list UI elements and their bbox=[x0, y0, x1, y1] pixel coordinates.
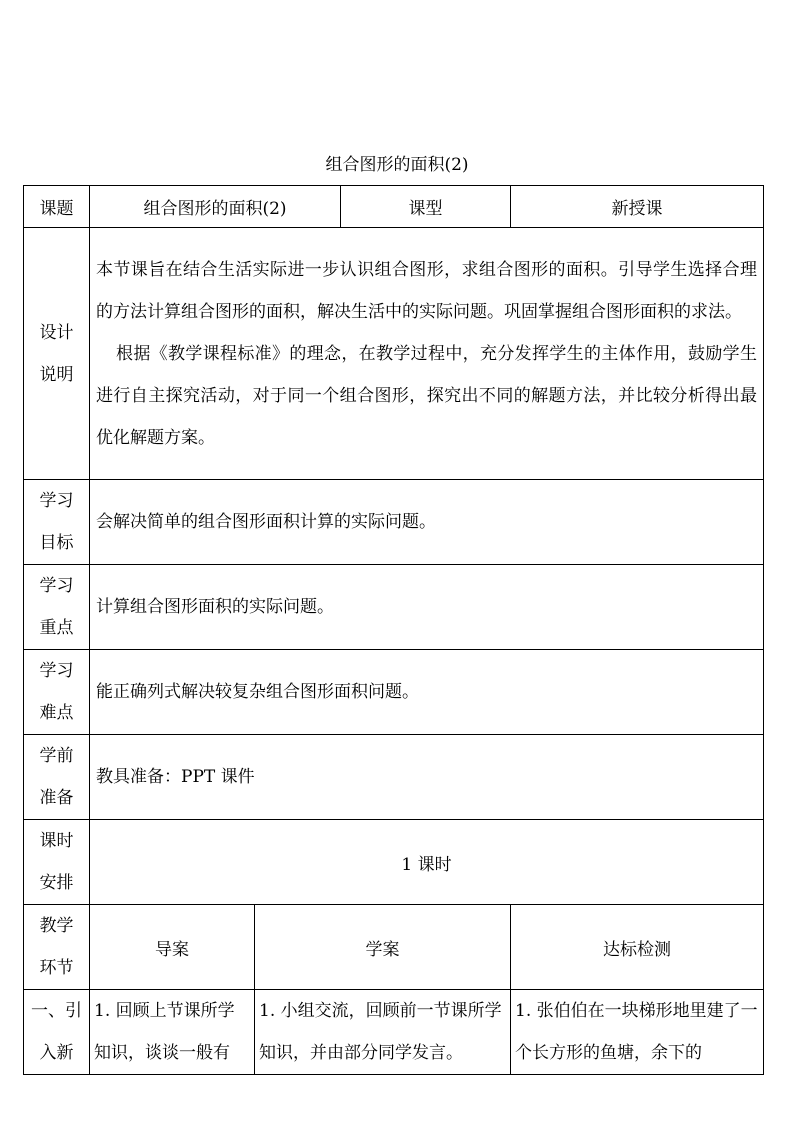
goal-row bbox=[24, 480, 764, 565]
goal-label bbox=[24, 480, 90, 565]
difficulty-label bbox=[24, 650, 90, 735]
prep-label-line1: 学前 bbox=[39, 746, 74, 766]
design-label bbox=[24, 228, 90, 480]
first-stage-label-line2: 入新 bbox=[39, 1043, 74, 1063]
prep-row bbox=[24, 735, 764, 820]
focus-label-line2: 重点 bbox=[39, 618, 74, 638]
first-study-text: 1. 小组交流，回顾前一节课所学知识，并由部分同学发言。 bbox=[255, 990, 511, 1075]
type-label-text: 课型 bbox=[408, 199, 443, 219]
type-value: 新授课 bbox=[511, 186, 764, 228]
goal-label-line1: 学习 bbox=[39, 491, 74, 511]
check-header: 达标检测 bbox=[511, 905, 764, 990]
prep-text: 教具准备：PPT 课件 bbox=[90, 735, 764, 820]
focus-label-line1: 学习 bbox=[39, 576, 74, 596]
goal-text: 会解决简单的组合图形面积计算的实际问题。 bbox=[90, 480, 764, 565]
lesson-plan-table bbox=[23, 185, 764, 1075]
process-label bbox=[24, 905, 90, 990]
guide-header: 导案 bbox=[90, 905, 255, 990]
topic-label: 课题 bbox=[24, 186, 90, 228]
first-stage-label bbox=[24, 990, 90, 1075]
schedule-row bbox=[24, 820, 764, 905]
focus-text: 计算组合图形面积的实际问题。 bbox=[90, 565, 764, 650]
first-guide-text: 1. 回顾上节课所学知识，谈谈一般有 bbox=[90, 990, 255, 1075]
design-paragraph-2: 根据《教学课程标准》的理念，在教学过程中，充分发挥学生的主体作用，鼓励学生进行自主探究活动，对于同一个组合图形，探究出不同的解题方法，并比较分析得出最优化解题方案。 bbox=[96, 343, 757, 448]
schedule-label-line2: 安排 bbox=[39, 873, 74, 893]
design-paragraph-1: 本节课旨在结合生活实际进一步认识组合图形，求组合图形的面积。引导学生选择合理的方法计算组合图形的面积，解决生活中的实际问题。巩固掌握组合图形面积的求法。 bbox=[96, 259, 757, 322]
difficulty-row bbox=[24, 650, 764, 735]
first-stage-label-line1: 一、引 bbox=[31, 1001, 82, 1021]
first-process-row bbox=[24, 990, 764, 1075]
topic-row bbox=[24, 186, 764, 228]
prep-label bbox=[24, 735, 90, 820]
study-header: 学案 bbox=[255, 905, 511, 990]
document-title: 组合图形的面积(2) bbox=[325, 155, 469, 175]
focus-label bbox=[24, 565, 90, 650]
process-label-line1: 教学 bbox=[39, 916, 74, 936]
first-check-text: 1. 张伯伯在一块梯形地里建了一个长方形的鱼塘，余下的 bbox=[511, 990, 764, 1075]
design-label-line2: 说明 bbox=[39, 364, 74, 385]
goal-label-line2: 目标 bbox=[39, 533, 74, 553]
design-row bbox=[24, 228, 764, 480]
design-text bbox=[90, 228, 764, 480]
schedule-label bbox=[24, 820, 90, 905]
difficulty-label-line2: 难点 bbox=[39, 703, 74, 723]
process-header-row bbox=[24, 905, 764, 990]
schedule-text: 1 课时 bbox=[90, 820, 764, 905]
focus-row bbox=[24, 565, 764, 650]
difficulty-text: 能正确列式解决较复杂组合图形面积问题。 bbox=[90, 650, 764, 735]
prep-label-line2: 准备 bbox=[39, 788, 74, 808]
process-label-line2: 环节 bbox=[39, 958, 74, 978]
difficulty-label-line1: 学习 bbox=[39, 661, 74, 681]
design-label-line1: 设计 bbox=[39, 322, 74, 343]
schedule-label-line1: 课时 bbox=[39, 831, 74, 851]
topic-value: 组合图形的面积(2) bbox=[90, 186, 341, 228]
type-label bbox=[341, 186, 511, 228]
